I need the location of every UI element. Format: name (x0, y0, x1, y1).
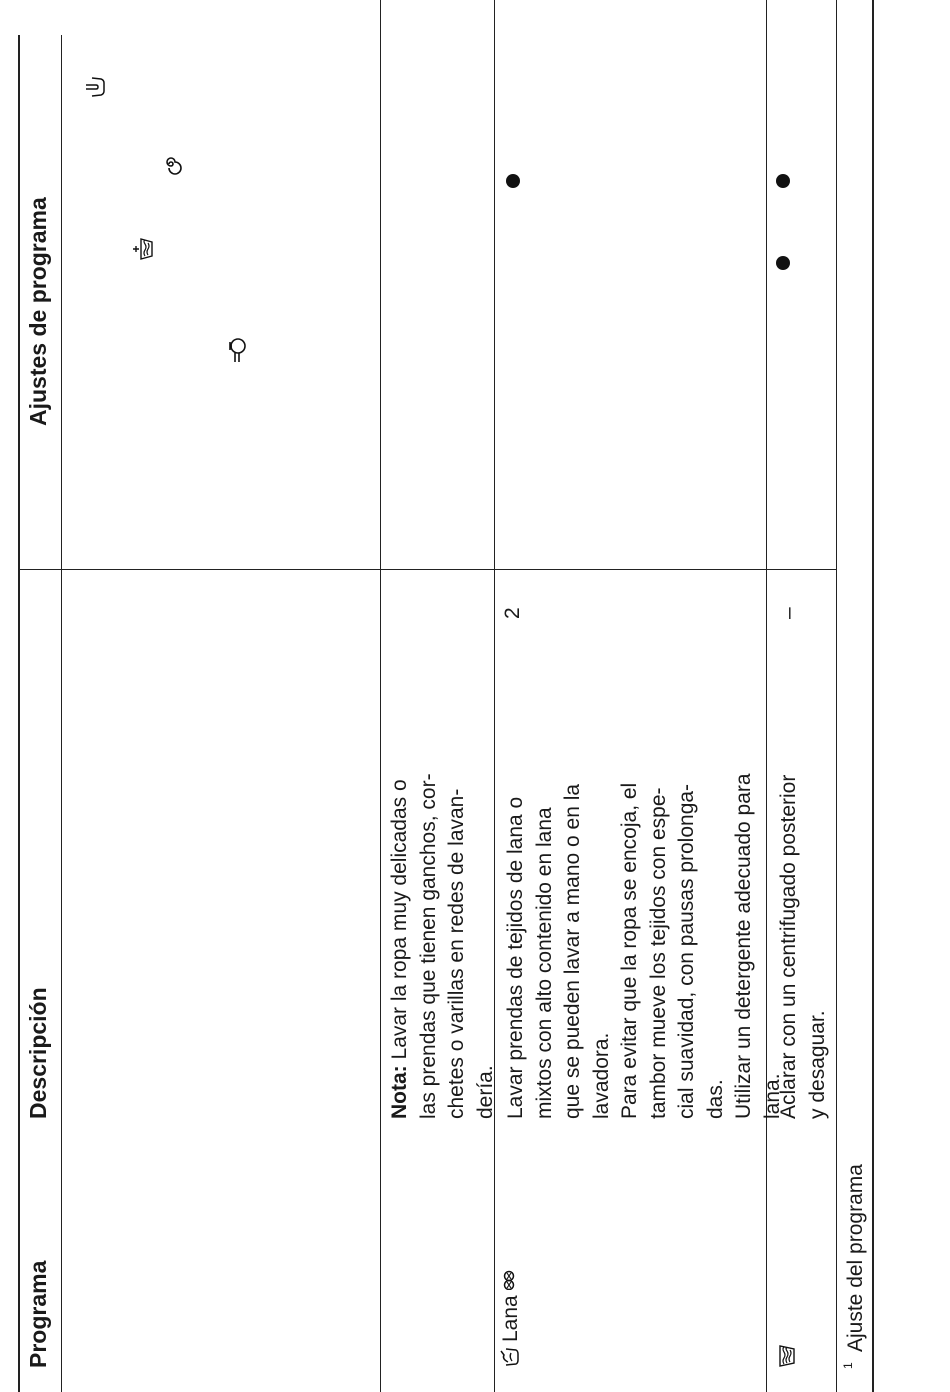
row2-desc-line-6: tambor mueve los tejidos con espe- (646, 787, 670, 1119)
footnote-marker: 1 (841, 1362, 855, 1369)
table-top-border (18, 35, 20, 1392)
row-separator-1 (380, 0, 381, 1392)
row1-description (386, 773, 500, 1119)
row-separator-3 (766, 0, 767, 1392)
row3-desc-line-1: Aclarar con un centrifugado posterior (777, 774, 800, 1119)
drain-icon (84, 76, 106, 98)
row3-plus-rinse-dot (776, 256, 790, 270)
header-ajustes: Ajustes de programa (25, 197, 51, 426)
handwash-icon (498, 1346, 520, 1368)
spin-icon (160, 153, 182, 175)
row2-desc-line-1: Lavar prendas de tejidos de lana o (504, 796, 527, 1119)
footnote-text: Ajuste del programa (844, 1164, 867, 1352)
row1-desc-line-2: las prendas que tienen ganchos, cor- (416, 773, 440, 1119)
wool-icon (502, 1270, 516, 1290)
row3-value: – (777, 607, 800, 619)
row1-desc-line-1: Lavar la ropa muy delicadas o (388, 779, 411, 1060)
row3-desc-line-2: y desaguar. (805, 1010, 829, 1119)
row2-desc-line-2: mixtos con alto contenido en lana (532, 807, 556, 1119)
table-bottom-border (836, 0, 837, 1392)
row-separator-2 (494, 0, 495, 1392)
row2-spin-dot (506, 174, 520, 188)
row2-value: 2 (501, 607, 524, 619)
row2-desc-line-8: das. (703, 1079, 727, 1119)
row2-desc-line-5: Para evitar que la ropa se encoja, el (618, 782, 641, 1119)
row3-description (775, 775, 832, 1119)
row2-desc-line-7: cial suavidad, con pausas prolonga- (675, 783, 698, 1119)
row1-desc-line-4: dería. (473, 1065, 497, 1119)
header-programa: Programa (25, 1260, 51, 1368)
row2-description (502, 773, 787, 1119)
row1-desc-line-3: chetes o varillas en redes de lavan- (445, 788, 468, 1119)
header-separator (61, 35, 62, 1392)
row2-desc-line-10: lana. (760, 1073, 784, 1119)
settings-column-divider (18, 569, 836, 570)
row3-spin-dot (776, 174, 790, 188)
row2-desc-line-9: Utilizar un detergente adecuado para (732, 773, 755, 1119)
program-lana-label: Lana (499, 1295, 522, 1342)
plus-rinse-icon (132, 237, 154, 261)
footnote-bottom-border (872, 0, 874, 1392)
rinse-program-icon (776, 1344, 796, 1368)
header-descripcion: Descripción (25, 987, 51, 1119)
row2-desc-line-3: que se pueden lavar a mano o en la (561, 783, 584, 1119)
row1-note-label: Nota: (388, 1065, 411, 1119)
row2-desc-line-4: lavadora. (589, 1032, 613, 1119)
timer-end-icon (227, 337, 247, 363)
